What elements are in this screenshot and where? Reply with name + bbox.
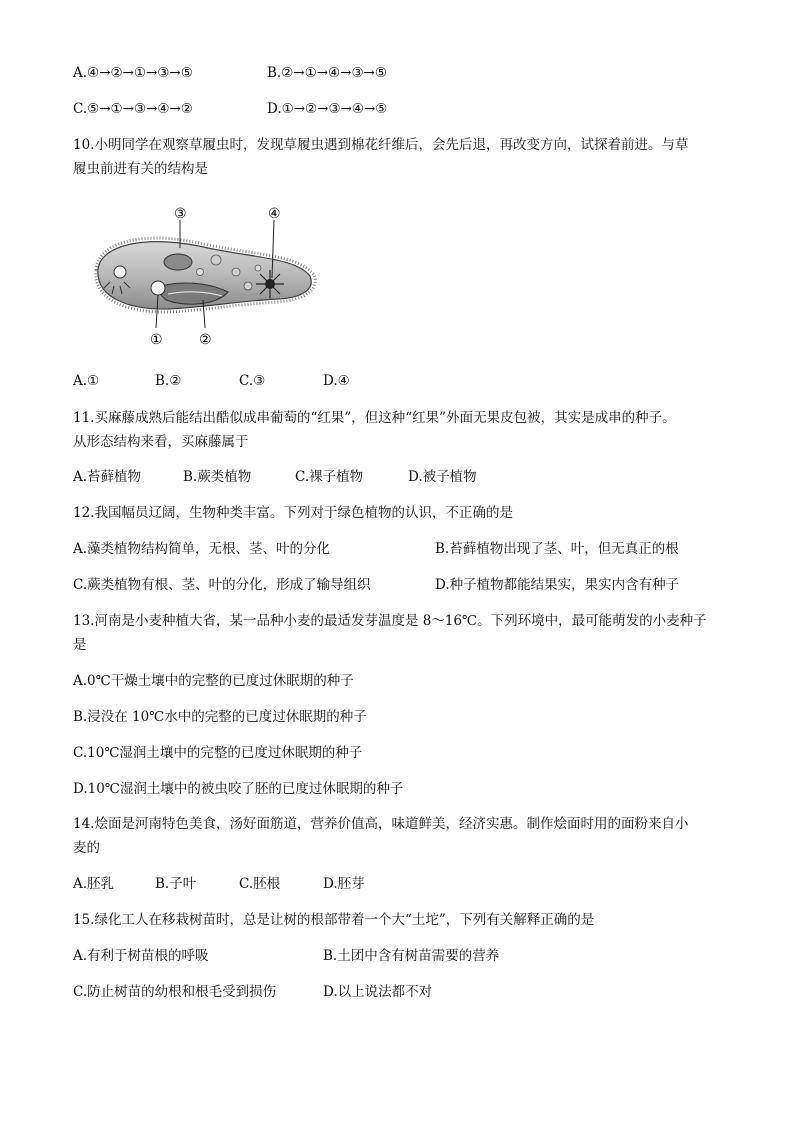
- q10-option-b: B.②: [155, 373, 182, 389]
- q11-option-b: B.蕨类植物: [183, 469, 252, 485]
- anterior-vacuole: [114, 266, 126, 278]
- label-1: ①: [150, 332, 163, 348]
- q14-option-a: A.胚乳: [73, 876, 115, 892]
- q11-option-a: A.苔藓植物: [73, 469, 142, 485]
- q12-option-a: A.藻类植物结构简单，无根、茎、叶的分化: [73, 541, 331, 557]
- label-3: ③: [174, 206, 187, 222]
- q9-option-d: D.①→②→③→④→⑤: [267, 101, 388, 117]
- q11-option-d: D.被子植物: [408, 469, 477, 485]
- q12-stem: 12.我国幅员辽阔，生物种类丰富。下列对于绿色植物的认识，不正确的是: [73, 505, 513, 521]
- q15-option-c: C.防止树苗的幼根和根毛受到损伤: [73, 984, 277, 1000]
- q15-option-b: B.土团中含有树苗需要的营养: [323, 948, 500, 964]
- q12-option-d: D.种子植物都能结果实，果实内含有种子: [435, 577, 680, 593]
- q14-stem-line2: 麦的: [73, 840, 100, 856]
- q14-option-c: C.胚根: [239, 876, 281, 892]
- q10-option-a: A.①: [73, 373, 100, 389]
- q9-option-a: A.④→②→①→③→⑤: [73, 65, 193, 81]
- label-4: ④: [268, 206, 281, 222]
- q13-option-b: B.浸没在 10℃水中的完整的已度过休眠期的种子: [73, 709, 367, 725]
- paramecium-figure: [88, 200, 328, 350]
- q11-stem-line1: 11.买麻藤成熟后能结出酷似成串葡萄的“红果”，但这种“红果”外面无果皮包被，其实是成串的种子。: [73, 410, 676, 426]
- q11-stem-line2: 从形态结构来看，买麻藤属于: [73, 434, 249, 450]
- q9-option-c: C.⑤→①→③→④→②: [73, 101, 193, 117]
- q12-option-c: C.蕨类植物有根、茎、叶的分化，形成了输导组织: [73, 577, 371, 593]
- macronucleus: [164, 254, 192, 270]
- contractile-vacuole: [256, 270, 284, 298]
- q14-option-b: B.子叶: [155, 876, 197, 892]
- q13-option-c: C.10℃湿润土壤中的完整的已度过休眠期的种子: [73, 745, 363, 761]
- q14-stem-line1: 14.烩面是河南特色美食，汤好面筋道，营养价值高，味道鲜美，经济实惠。制作烩面时用的面粉来自小: [73, 816, 689, 832]
- q15-option-a: A.有利于树苗根的呼吸: [73, 948, 209, 964]
- q14-option-d: D.胚芽: [323, 876, 365, 892]
- q15-option-d: D.以上说法都不对: [323, 984, 433, 1000]
- q10-option-d: D.④: [323, 373, 350, 389]
- mouth-cell: [151, 281, 165, 295]
- q10-stem-line1: 10.小明同学在观察草履虫时，发现草履虫遇到棉花纤维后，会先后退，再改变方向，试探着前进。与草: [73, 137, 689, 153]
- q15-stem: 15.绿化工人在移栽树苗时，总是让树的根部带着一个大“土坨”，下列有关解释正确的是: [73, 912, 595, 928]
- label-2: ②: [199, 332, 212, 348]
- q13-stem-line2: 是: [73, 637, 87, 653]
- q10-option-c: C.③: [239, 373, 266, 389]
- q9-option-b: B.②→①→④→③→⑤: [267, 65, 387, 81]
- q13-stem-line1: 13.河南是小麦种植大省，某一品种小麦的最适发芽温度是 8～16℃。下列环境中，最可能萌发的小麦种子: [73, 613, 707, 629]
- q13-option-a: A.0℃干燥土壤中的完整的已度过休眠期的种子: [73, 673, 354, 689]
- q11-option-c: C.裸子植物: [295, 469, 364, 485]
- q12-option-b: B.苔藓植物出现了茎、叶，但无真正的根: [435, 541, 679, 557]
- q13-option-d: D.10℃湿润土壤中的被虫咬了胚的已度过休眠期的种子: [73, 781, 404, 797]
- q10-stem-line2: 履虫前进有关的结构是: [73, 161, 208, 177]
